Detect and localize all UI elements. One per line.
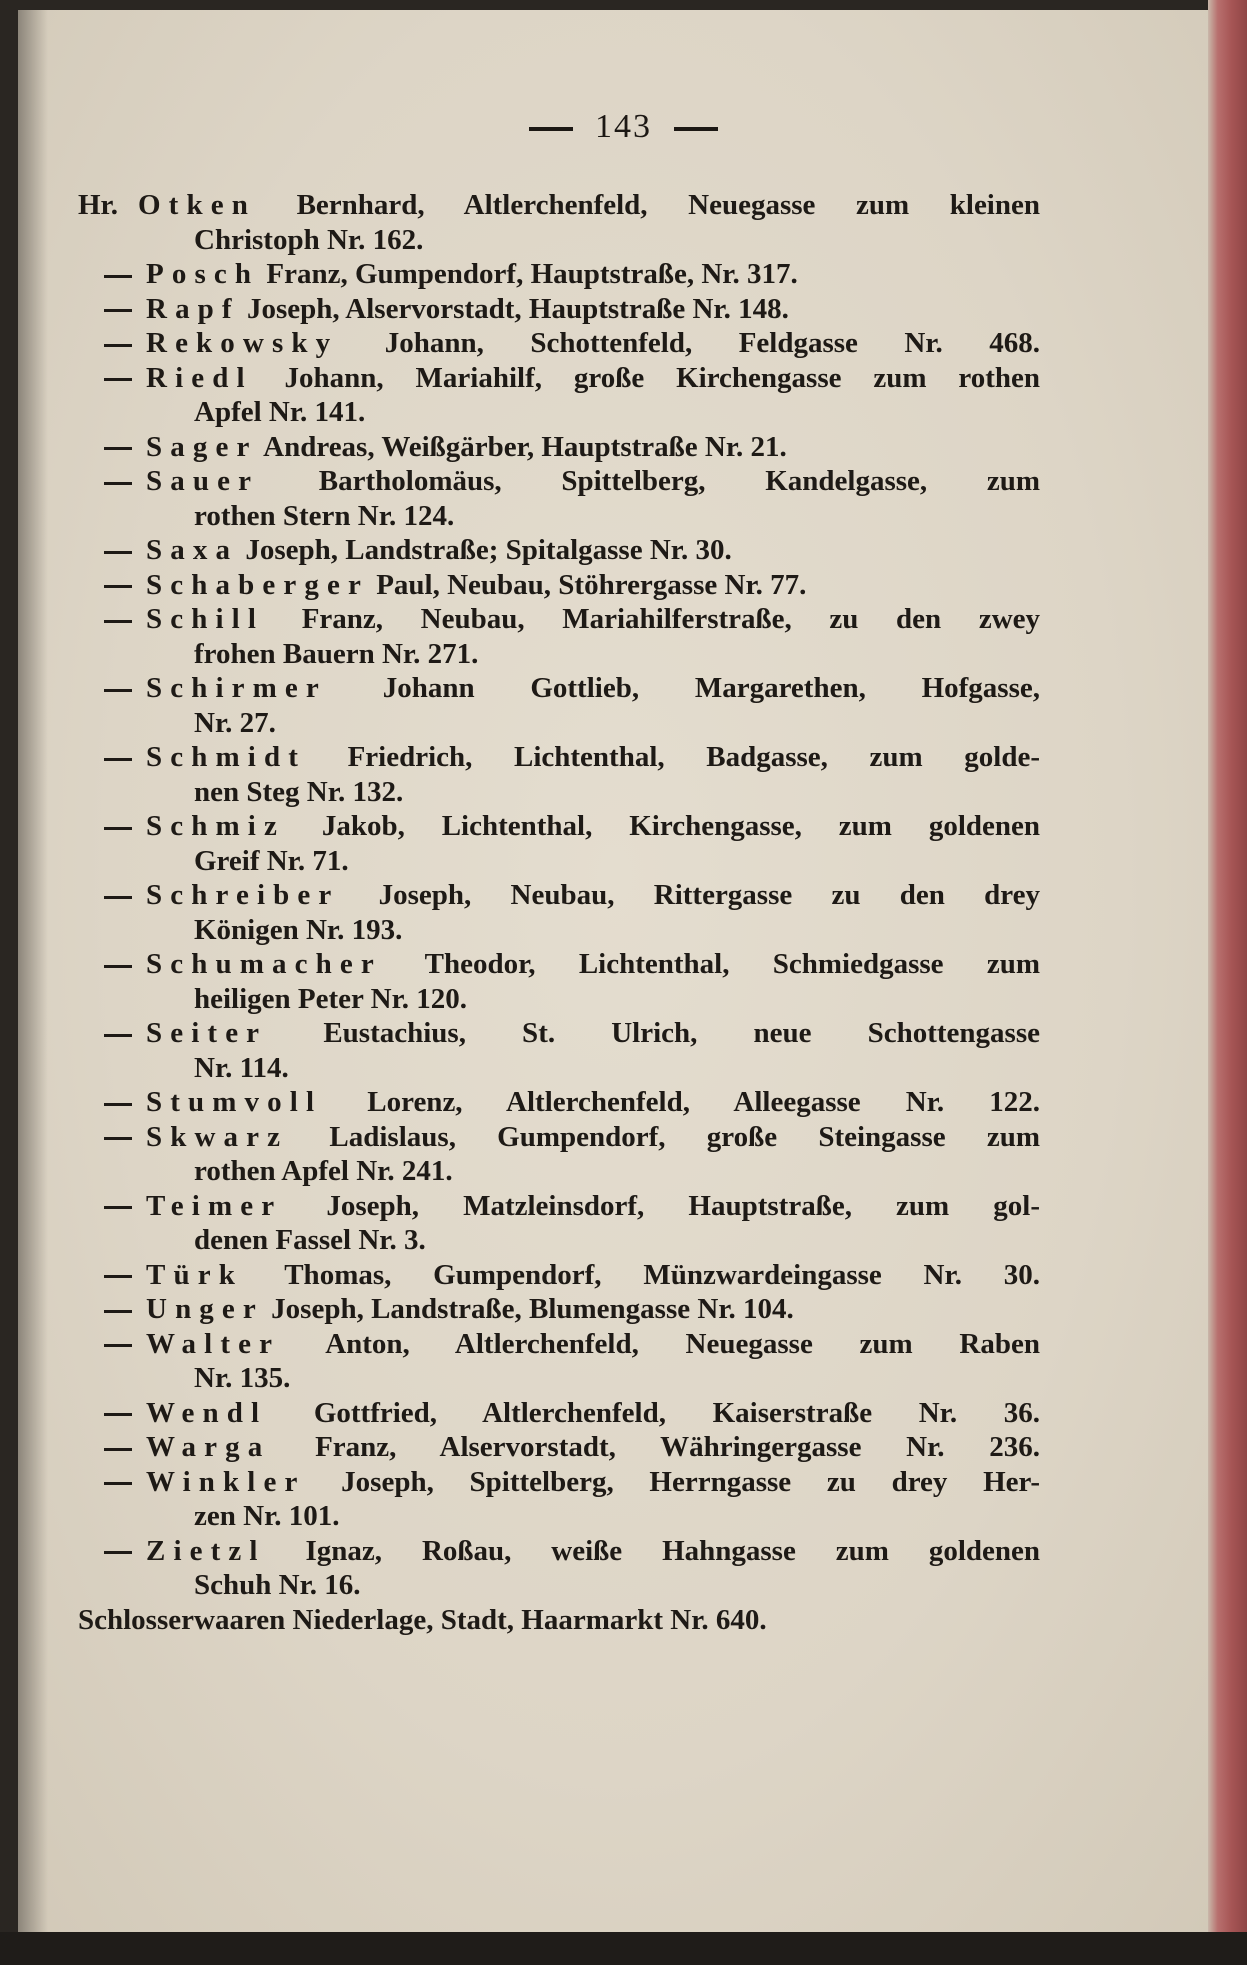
entry-details: Joseph, Alservorstadt, Hauptstraße Nr. 148. <box>246 292 789 325</box>
entry-dash <box>104 1034 132 1037</box>
entry-dash <box>104 551 132 554</box>
directory-entry <box>78 533 1040 567</box>
entry-dash <box>104 585 132 588</box>
entry-surname: Saxa <box>146 534 239 566</box>
directory-entry <box>78 671 1040 705</box>
directory-entry <box>78 292 1040 326</box>
directory-entry <box>78 361 1040 395</box>
entry-surname: Teimer <box>146 1189 283 1222</box>
entry-dash <box>104 1103 132 1106</box>
entry-surname: Winkler <box>146 1465 306 1498</box>
entry-dash <box>104 275 132 278</box>
entry-surname: Posch <box>146 258 260 290</box>
entry-dash <box>104 689 132 692</box>
entry-details: Johann Gottlieb, Margarethen, Hofgasse, <box>382 672 1040 704</box>
entry-dash <box>104 1448 132 1451</box>
directory-entry <box>78 1016 1040 1050</box>
entry-dash <box>104 620 132 623</box>
page-number: 143 <box>595 108 652 145</box>
entry-dash <box>104 758 132 761</box>
entry-details: Johann, Mariahilf, große Kirchengasse zum rothen <box>284 361 1040 394</box>
entry-details: Andreas, Weißgärber, Hauptstraße Nr. 21. <box>263 430 787 463</box>
directory-entry <box>78 326 1040 360</box>
directory-entry <box>78 740 1040 774</box>
entry-details: Joseph, Neubau, Rittergasse zu den drey <box>378 879 1040 911</box>
header-dash-right <box>674 127 718 131</box>
entry-continuation: Nr. 27. <box>194 706 276 739</box>
entry-dash <box>104 1137 132 1140</box>
entry-details: Gottfried, Altlerchenfeld, Kaiserstraße Nr. 36. <box>313 1396 1040 1429</box>
entry-details: Joseph, Spittelberg, Herrngasse zu drey Her- <box>341 1465 1040 1498</box>
entry-details: Ladislaus, Gumpendorf, große Steingasse zum <box>329 1120 1040 1153</box>
directory-entry <box>78 1396 1040 1430</box>
directory-entry <box>78 257 1040 291</box>
entry-dash <box>104 896 132 899</box>
entry-continuation: Königen Nr. 193. <box>194 913 403 946</box>
entry-continuation: Nr. 135. <box>194 1362 291 1394</box>
entry-continuation: Schuh Nr. 16. <box>194 1569 361 1601</box>
entry-surname: Warga <box>146 1431 271 1463</box>
entry-dash <box>104 482 132 485</box>
entry-surname: Otken <box>138 189 256 221</box>
directory-entry <box>78 1120 1040 1154</box>
entry-continuation: rothen Stern Nr. 124. <box>194 499 455 532</box>
entry-dash <box>104 827 132 830</box>
header-dash-left <box>529 127 573 131</box>
entry-continuation: frohen Bauern Nr. 271. <box>194 637 479 670</box>
entry-details: Thomas, Gumpendorf, Münzwardeingasse Nr. 30. <box>284 1258 1040 1291</box>
entry-continuation: nen Steg Nr. 132. <box>194 775 404 808</box>
entry-surname: Walter <box>146 1327 281 1360</box>
entry-surname: Rapf <box>146 292 240 325</box>
entry-details: Jakob, Lichtenthal, Kirchengasse, zum goldenen <box>321 810 1040 842</box>
entry-details: Theodor, Lichtenthal, Schmiedgasse zum <box>424 948 1040 980</box>
footer-entry: Schlosserwaaren Niederlage, Stadt, Haarmarkt Nr. 640. <box>78 1603 767 1636</box>
directory-entry <box>78 602 1040 636</box>
entry-details: Joseph, Landstraße, Blumengasse Nr. 104. <box>271 1293 794 1325</box>
entry-details: Franz, Neubau, Mariahilferstraße, zu den zwey <box>301 603 1040 635</box>
entry-details: Anton, Altlerchenfeld, Neuegasse zum Raben <box>325 1327 1040 1360</box>
directory-entry <box>78 809 1040 843</box>
scan-bottom-border <box>0 1932 1247 1965</box>
entry-surname: Rekowsky <box>146 327 339 359</box>
entry-surname: Sauer <box>146 465 260 497</box>
entry-details: Bernhard, Altlerchenfeld, Neuegasse zum kleinen <box>296 189 1040 221</box>
directory-entry <box>78 1258 1040 1292</box>
entry-surname: Schill <box>146 603 265 635</box>
entry-dash <box>104 1482 132 1485</box>
entry-surname: Zietzl <box>146 1534 266 1567</box>
entry-details: Joseph, Landstraße; Spitalgasse Nr. 30. <box>245 534 732 566</box>
directory-entry <box>78 1534 1040 1568</box>
entry-details: Joseph, Matzleinsdorf, Hauptstraße, zum gol- <box>326 1189 1040 1222</box>
page-gutter-shadow <box>18 10 48 1935</box>
entry-dash <box>104 1310 132 1313</box>
entry-details: Paul, Neubau, Stöhrergasse Nr. 77. <box>376 568 807 601</box>
entry-surname: Stumvoll <box>146 1086 323 1118</box>
entry-dash <box>104 1344 132 1347</box>
directory-entry <box>78 1085 1040 1119</box>
entry-continuation: Greif Nr. 71. <box>194 844 349 877</box>
entry-dash <box>104 1551 132 1554</box>
entry-dash <box>104 344 132 347</box>
entry-surname: Riedl <box>146 361 253 394</box>
page-header <box>0 108 1247 146</box>
entry-dash <box>104 309 132 312</box>
entry-details: Johann, Schottenfeld, Feldgasse Nr. 468. <box>384 327 1040 359</box>
entry-dash <box>104 378 132 381</box>
entry-details: Lorenz, Altlerchenfeld, Alleegasse Nr. 122. <box>367 1086 1040 1118</box>
directory-entry <box>78 1465 1040 1499</box>
red-page-edge <box>1208 0 1247 1965</box>
entry-details: Franz, Gumpendorf, Hauptstraße, Nr. 317. <box>266 258 798 290</box>
entry-dash <box>104 1413 132 1416</box>
entry-details: Ignaz, Roßau, weiße Hahngasse zum goldenen <box>305 1534 1040 1567</box>
directory-entry <box>78 1292 1040 1326</box>
entry-dash <box>104 1206 132 1209</box>
directory-entry <box>78 878 1040 912</box>
entry-surname: Sager <box>146 430 258 463</box>
directory-entry <box>78 568 1040 602</box>
entry-surname: Unger <box>146 1293 264 1325</box>
entry-surname: Schmidt <box>146 741 306 773</box>
entry-continuation: Apfel Nr. 141. <box>194 396 366 428</box>
entry-dash <box>104 1275 132 1278</box>
directory-entry <box>78 188 1040 222</box>
entry-surname: Schaberger <box>146 568 369 601</box>
entry-continuation: Nr. 114. <box>194 1051 289 1084</box>
entry-continuation: denen Fassel Nr. 3. <box>194 1224 426 1256</box>
entry-dash <box>104 965 132 968</box>
directory-entry <box>78 947 1040 981</box>
entry-surname: Schmiz <box>146 810 285 842</box>
directory-entry <box>78 1189 1040 1223</box>
entry-surname: Schreiber <box>146 879 340 911</box>
entry-continuation: rothen Apfel Nr. 241. <box>194 1155 453 1187</box>
directory-entry <box>78 430 1040 464</box>
entry-details: Friedrich, Lichtenthal, Badgasse, zum golde- <box>347 741 1040 773</box>
directory-entry <box>78 464 1040 498</box>
entry-details: Franz, Alservorstadt, Währingergasse Nr. 236. <box>315 1431 1040 1463</box>
entry-details: Bartholomäus, Spittelberg, Kandelgasse, zum <box>318 465 1040 497</box>
entry-surname: Skwarz <box>146 1120 289 1153</box>
entry-continuation: Christoph Nr. 162. <box>194 223 424 256</box>
directory-entry <box>78 1430 1040 1464</box>
entry-surname: Schumacher <box>146 948 382 980</box>
entry-dash <box>104 447 132 450</box>
entry-surname: Türk <box>146 1258 243 1291</box>
entry-surname: Wendl <box>146 1396 268 1429</box>
entry-prefix: Hr. <box>78 189 119 221</box>
entry-surname: Seiter <box>146 1017 268 1049</box>
entry-continuation: heiligen Peter Nr. 120. <box>194 982 468 1015</box>
directory-entry <box>78 1327 1040 1361</box>
entry-continuation: zen Nr. 101. <box>194 1500 340 1532</box>
entry-details: Eustachius, St. Ulrich, neue Schottengasse <box>323 1017 1040 1049</box>
entry-surname: Schirmer <box>146 672 327 704</box>
